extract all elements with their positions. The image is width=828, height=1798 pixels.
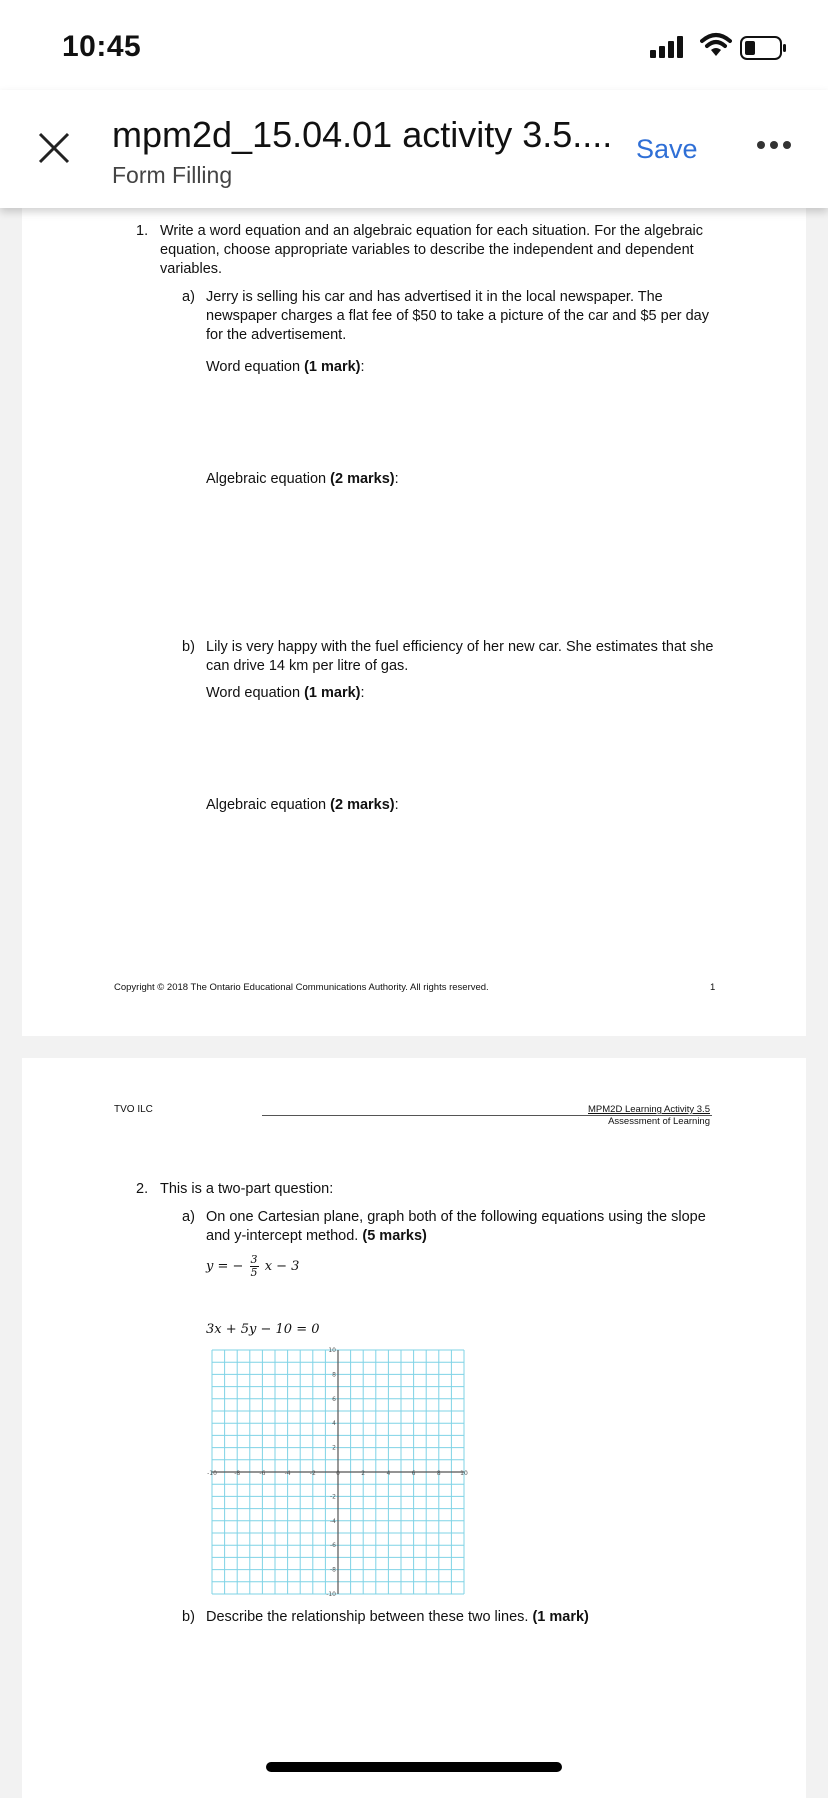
y-tick-label: 8 [332, 1371, 336, 1379]
question-2a-label: a) [182, 1209, 195, 1225]
question-1b-text: Lily is very happy with the fuel efficiency of her new car. She estimates that she can drive 14 km per litre of gas. [206, 639, 714, 674]
y-tick-label: 10 [328, 1347, 336, 1354]
home-indicator[interactable] [266, 1762, 562, 1772]
close-button[interactable] [34, 128, 74, 168]
x-tick-label: -10 [207, 1470, 217, 1477]
question-1a-label: a) [182, 289, 195, 305]
x-tick-label: -2 [309, 1470, 316, 1477]
algebraic-equation-label: Algebraic equation [206, 797, 327, 813]
header-right [588, 1104, 710, 1128]
page-number: 1 [710, 982, 716, 993]
marks-label: (2 marks) [330, 797, 395, 813]
word-equation-label: Word equation [206, 685, 301, 701]
document-title: mpm2d_15.04.01 activity 3.5.... [112, 114, 613, 155]
marks-label: (1 mark) [532, 1609, 589, 1625]
status-bar [0, 0, 828, 90]
close-icon [40, 134, 68, 162]
question-2b-text [206, 1608, 589, 1627]
question-2a-text [206, 1208, 726, 1246]
y-tick-label: -8 [330, 1566, 336, 1574]
question-2b-body: Describe the relationship between these two lines. [206, 1609, 529, 1625]
y-tick-label: 6 [332, 1395, 336, 1403]
question-2-number: 2. [136, 1181, 149, 1197]
y-tick-label: 2 [332, 1444, 336, 1452]
document-subtitle: Form Filling [112, 162, 233, 188]
y-tick-label: 4 [332, 1420, 336, 1428]
marks-label: (1 mark) [304, 685, 361, 701]
question-1a-text: Jerry is selling his car and has advertised it in the local newspaper. The newspaper charges a flat fee of $50 to take a picture of the car and $5 per day for the advertisement. [206, 289, 709, 343]
marks-label: (2 marks) [330, 471, 395, 487]
question-2a-body: On one Cartesian plane, graph both of the following equations using the slope and y-intercept method. [206, 1209, 706, 1244]
x-tick-label: 6 [411, 1470, 416, 1477]
x-tick-label: -6 [259, 1470, 266, 1477]
y-tick-label: -6 [330, 1542, 336, 1550]
x-tick-label: 4 [386, 1470, 391, 1477]
question-2-text: This is a two-part question: [160, 1181, 334, 1197]
x-tick-label: 10 [460, 1470, 468, 1477]
question-2b-label: b) [182, 1609, 195, 1625]
question-1b-label: b) [182, 639, 195, 655]
question-1-text: Write a word equation and an algebraic equation for each situation. For the algebraic equation, choose appropriate variables to describe the independent and dependent variables. [160, 223, 704, 277]
more-dots-icon [757, 141, 791, 149]
x-tick-label: 2 [361, 1470, 366, 1477]
more-options-button[interactable] [756, 140, 792, 150]
marks-label: (1 mark) [304, 359, 361, 375]
cartesian-grid[interactable] [206, 1344, 470, 1600]
question-1b-algebraic-equation-field[interactable]: Algebraic equation (2 marks): [206, 797, 399, 813]
save-button[interactable]: Save [636, 134, 698, 164]
equation-1 [206, 1254, 299, 1279]
copyright-footer: Copyright © 2018 The Ontario Educational Communications Authority. All rights reserved. [114, 982, 489, 993]
wifi-icon [700, 32, 732, 58]
x-tick-label: 0 [336, 1470, 340, 1477]
equation-1-left: y = − [206, 1259, 244, 1274]
header-left: TVO ILC [114, 1104, 153, 1115]
x-tick-label: -8 [234, 1470, 241, 1477]
algebraic-equation-label: Algebraic equation [206, 471, 327, 487]
fraction-denominator: 5 [250, 1266, 258, 1279]
y-tick-label: -10 [326, 1591, 336, 1598]
question-1-number: 1. [136, 223, 149, 239]
fraction-numerator: 3 [250, 1253, 258, 1266]
y-tick-label: -4 [330, 1517, 336, 1525]
question-1a-word-equation-field[interactable]: Word equation (1 mark): [206, 359, 365, 375]
document-page-1 [22, 170, 806, 1036]
y-tick-label: -2 [330, 1493, 336, 1501]
header-course: MPM2D Learning Activity 3.5 [588, 1104, 710, 1115]
equation-2: 3x + 5y − 10 = 0 [206, 1322, 320, 1337]
document-page-2 [22, 1058, 806, 1798]
status-time: 10:45 [62, 30, 142, 63]
word-equation-label: Word equation [206, 359, 301, 375]
equation-1-fraction [250, 1254, 259, 1279]
x-tick-label: -4 [284, 1470, 291, 1477]
question-1b-word-equation-field[interactable]: Word equation (1 mark): [206, 685, 365, 701]
question-1a-algebraic-equation-field[interactable]: Algebraic equation (2 marks): [206, 471, 399, 487]
x-tick-label: 8 [436, 1470, 441, 1477]
header-assessment: Assessment of Learning [608, 1116, 710, 1127]
cellular-signal-icon [650, 36, 690, 58]
equation-1-right: x − 3 [264, 1259, 300, 1274]
app-header [0, 90, 828, 208]
battery-icon [740, 36, 788, 60]
marks-label: (5 marks) [362, 1228, 427, 1244]
